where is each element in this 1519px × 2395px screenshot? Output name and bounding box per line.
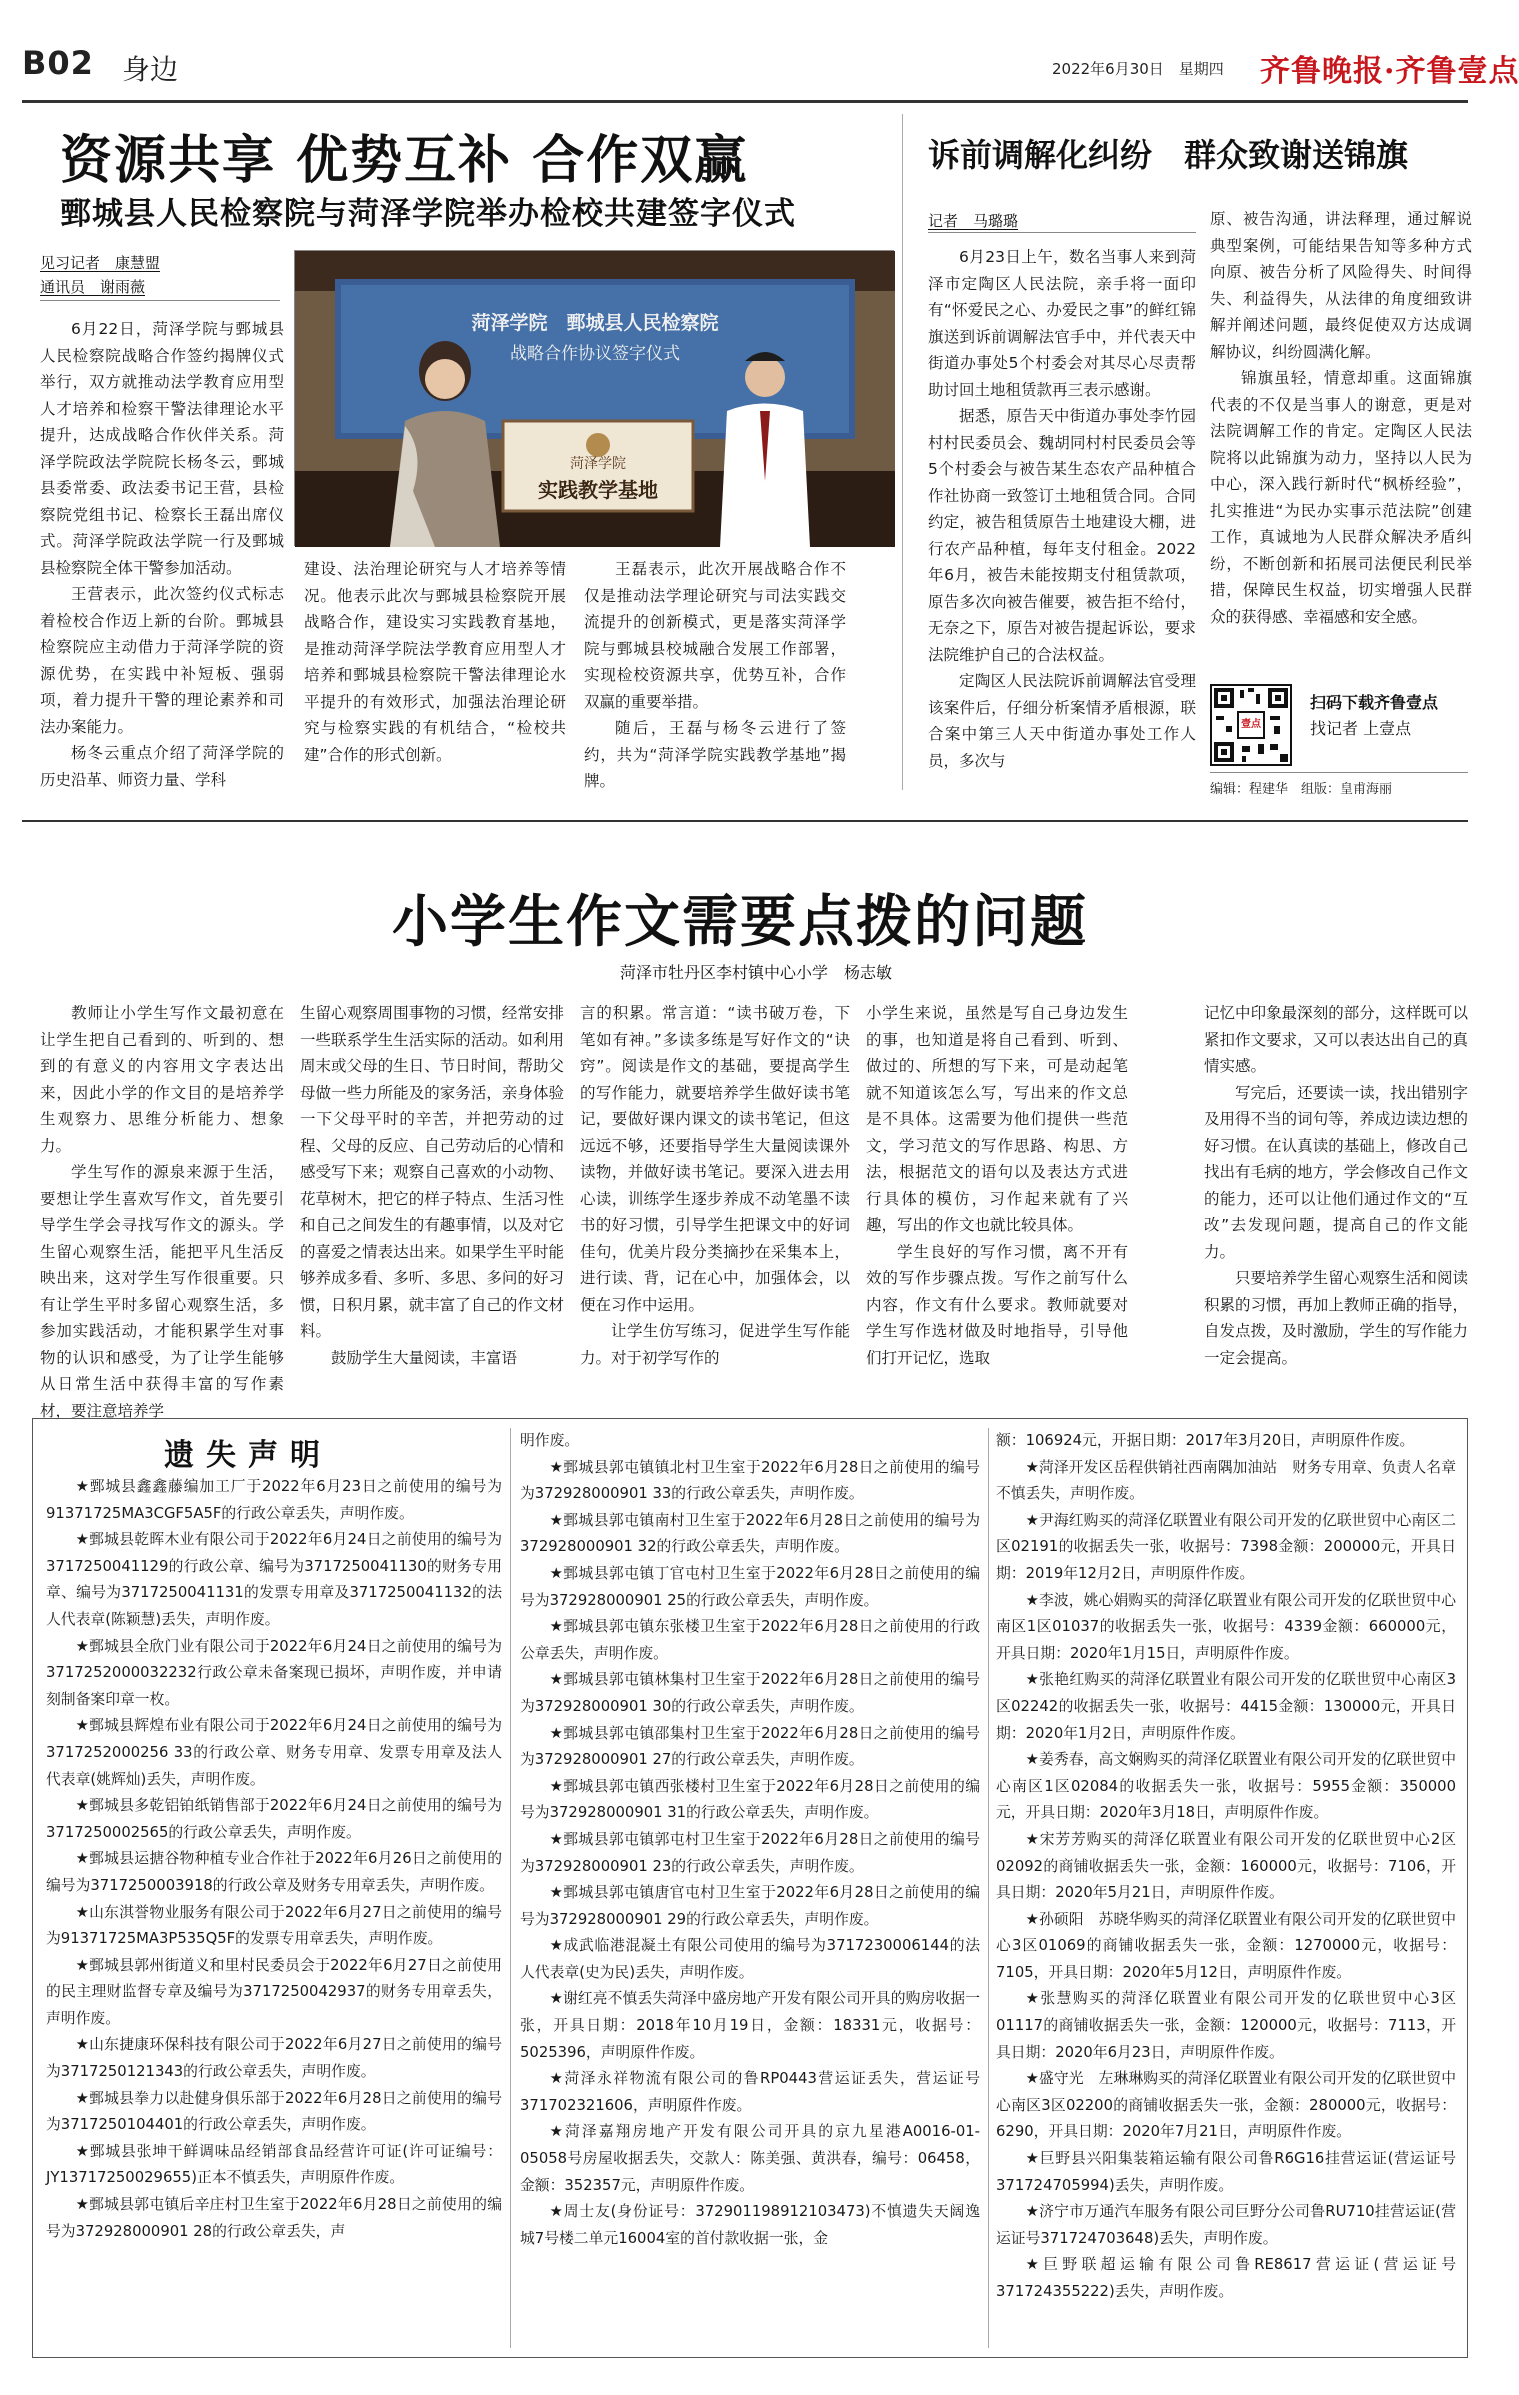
svg-text:菏泽学院: 菏泽学院: [570, 456, 626, 472]
paragraph: 6月23日上午，数名当事人来到菏泽市定陶区人民法院，亲手将一面印有“怀爱民之心、办爱民之事”的鲜红锦旗送到诉前调解法官手中，并代表天中街道办事处5个村委会对其尽心尽责帮助讨回土地租赁款再三表示感谢。: [928, 248, 1196, 399]
article3-column-4: [866, 1000, 1128, 1390]
notice-item: ★鄄城县辉煌布业有限公司于2022年6月24日之前使用的编号为3717252000256 33的行政公章、财务专用章、发票专用章及法人代表章(姚辉灿)丢失，声明作废。: [46, 1717, 502, 1788]
qr-badge: 壹点: [1241, 719, 1261, 730]
notices-column-3: [996, 1428, 1456, 2350]
article1-byline-correspondent: 通讯员 谢雨薇: [40, 278, 146, 296]
notice-item: ★菏泽开发区岳程供销社西南隅加油站 财务专用章、负责人名章不慎丢失，声明作废。: [996, 1458, 1456, 1503]
notice-item: ★鄄城县郭屯镇镇北村卫生室于2022年6月28日之前使用的编号为372928000901 33的行政公章丢失，声明作废。: [520, 1458, 980, 1503]
article1-column-3: [584, 556, 846, 790]
article2-title: 诉前调解化纠纷 群众致谢送锦旗: [928, 136, 1409, 174]
paragraph: 写完后，还要读一读，找出错别字及用得不当的词句等，养成边读边想的好习惯。在认真读的基础上，修改自己找出有毛病的地方，学会修改自己作文的能力，还可以让他们通过作文的“互改”去发现问题，提高自己的作文能力。: [1204, 1083, 1468, 1261]
paragraph: 小学生来说，虽然是写自己身边发生的事，也知道是将自己看到、听到、做过的、所想的写下来，可是动起笔就不知道该怎么写，写出来的作文总是不具体。这需要为他们提供一些范文，学习范文的写作思路、构思、方法，根据范文的语句以及表达方式进行具体的模仿，习作起来就有了兴趣，写出的作文也就比较具体。: [866, 1004, 1128, 1234]
column-divider: [902, 114, 903, 790]
newspaper-logo: 齐鲁晚报·齐鲁壹点: [1260, 54, 1519, 89]
notice-item: ★张慧购买的菏泽亿联置业有限公司开发的亿联世贸中心3区01117的商铺收据丢失一张，金额：120000元，收据号：7113，开具日期：2020年6月23日，声明原件作废。: [996, 1990, 1456, 2061]
notice-item: ★鄄城县鑫鑫藤编加工厂于2022年6月23日之前使用的编号为91371725MA3CGF5A5F的行政公章丢失，声明作废。: [46, 1478, 502, 1522]
notice-item: ★盛守光 左琳琳购买的菏泽亿联置业有限公司开发的亿联世贸中心南区3区02200的商铺收据丢失一张，金额：280000元，收据号：6290，开具日期：2020年7月21日，声明原件作废。: [996, 2070, 1456, 2141]
notice-item: ★李波，姚心娟购买的菏泽亿联置业有限公司开发的亿联世贸中心南区1区01037的收据丢失一张，收据号：4339金额：660000元，开具日期：2020年1月15日，声明原件作废。: [996, 1591, 1456, 1662]
editor-rule: [1210, 772, 1468, 773]
plaque-text: 实践教学基地: [538, 478, 658, 502]
signing-ceremony-photo: [294, 250, 894, 546]
notice-item: ★尹海红购买的菏泽亿联置业有限公司开发的亿联世贸中心南区二区02191的收据丢失一张，收据号：7398金额：200000元，开具日期：2019年12月2日，声明原件作废。: [996, 1511, 1456, 1582]
paragraph: 鼓励学生大量阅读，丰富语: [331, 1348, 518, 1367]
article3-column-3: [580, 1000, 850, 1390]
byline-rule: [928, 232, 1196, 233]
notice-item: ★鄄城县拳力以赴健身俱乐部于2022年6月28日之前使用的编号为3717250104401的行政公章丢失，声明作废。: [46, 2089, 502, 2134]
article1-column-1: [40, 316, 284, 789]
paragraph: 王营表示，此次签约仪式标志着检校合作迈上新的台阶。鄄城县检察院应主动借力于菏泽学院的资源优势，在实践中补短板、强弱项，着力提升干警的理论素养和司法办案能力。: [40, 585, 284, 736]
notice-item: 额：106924元，开据日期：2017年3月20日，声明原件作废。: [996, 1432, 1415, 1449]
notice-item: ★孙硕阳 苏晓华购买的菏泽亿联置业有限公司开发的亿联世贸中心3区01069的商铺收据丢失一张，金额：1270000元，收据号：7105，开具日期：2020年5月12日，声明原件作废。: [996, 1910, 1456, 1981]
paragraph: 据悉，原告天中街道办事处李竹园村村民委员会、魏胡同村村民委员会等5个村委会与被告某生态农产品种植合作社协商一致签订土地租赁合同。合同约定，被告租赁原告土地建设大棚，进行农产品种植，每年支付租金。2022年6月，被告未能按期支付租赁款项，原告多次向被告催要，被告拒不给付，无奈之下，原告对被告提起诉讼，要求法院维护自己的合法权益。: [928, 407, 1196, 664]
paragraph: 只要培养学生留心观察生活和阅读积累的习惯，再加上教师正确的指导，自发点拨，及时激励，学生的写作能力一定会提高。: [1204, 1269, 1468, 1367]
section-rule: [22, 820, 1468, 822]
notice-item: ★菏泽嘉翔房地产开发有限公司开具的京九星港A0016-01-05058号房屋收据丢失，交款人：陈美强、黄洪春，编号：06458，金额：352357元，声明原件作废。: [520, 2123, 980, 2194]
notice-item: ★鄄城县郭屯镇林集村卫生室于2022年6月28日之前使用的编号为372928000901 30的行政公章丢失，声明作废。: [520, 1671, 980, 1715]
paragraph: 锦旗虽轻，情意却重。这面锦旗代表的不仅是当事人的谢意，更是对法院调解工作的肯定。定陶区人民法院将以此锦旗为动力，坚持以人民为中心，深入践行新时代“枫桥经验”，扎实推进“为民办实事示范法院”创建工作，真诚地为人民群众解决矛盾纠纷，不断创新和拓展司法便民利民举措，保障民生权益，切实增强人民群众的获得感、幸福感和安全感。: [1210, 369, 1472, 626]
notice-item: ★鄄城县运搪谷物种植专业合作社于2022年6月26日之前使用的编号为3717250003918的行政公章及财务专用章丢失，声明作废。: [46, 1850, 502, 1894]
svg-text:战略合作协议签字仪式: 战略合作协议签字仪式: [510, 344, 680, 364]
article1-column-2: [304, 556, 566, 770]
notice-item: ★姜秀春，高文娴购买的菏泽亿联置业有限公司开发的亿联世贸中心南区1区02084的收据丢失一张，收据号：5955金额：350000元，开具日期：2020年3月18日，声明原件作废。: [996, 1751, 1456, 1822]
photo-banner-text: 菏泽学院 鄄城县人民检察院: [471, 312, 719, 334]
notice-item: ★谢红亮不慎丢失菏泽中盛房地产开发有限公司开具的购房收据一张，开具日期：2018年10月19日，金额：18331元，收据号：5025396，声明原件作废。: [520, 1990, 980, 2061]
issue-date: 2022年6月30日 星期四: [1052, 60, 1224, 78]
paragraph: 定陶区人民法院诉前调解法官受理该案件后，仔细分析案情矛盾根源，联合案中第三人天中街道办事处工作人员，多次与: [928, 672, 1196, 770]
notices-divider: [510, 1428, 511, 2348]
notice-item: ★鄄城县郭屯镇丁官屯村卫生室于2022年6月28日之前使用的编号为372928000901 25的行政公章丢失，声明作废。: [520, 1564, 980, 1609]
page-code: B02: [22, 44, 94, 82]
paragraph: 原、被告沟通，讲法释理，通过解说典型案例，可能结果告知等多种方式向原、被告分析了风险得失、时间得失、利益得失，从法律的角度细致讲解并阐述问题，最终促使双方达成调解协议，纠纷圆满化解。: [1210, 210, 1472, 361]
notice-item: ★鄄城县乾晖木业有限公司于2022年6月24日之前使用的编号为3717250041129的行政公章、编号为3717250041130的财务专用章、编号为3717250041131的发票专用章及3717250041132的法人代表章(陈颖慧)丢失，声明作废。: [46, 1531, 502, 1628]
article1-title: 资源共享 优势互补 合作双赢: [60, 130, 749, 191]
notices-divider: [988, 1428, 989, 2348]
notices-column-2: [520, 1428, 980, 2350]
notice-item: ★鄄城县郭屯镇南村卫生室于2022年6月28日之前使用的编号为372928000901 32的行政公章丢失，声明作废。: [520, 1511, 980, 1556]
paragraph: 学生写作的源泉来源于生活，要想让学生喜欢写作文，首先要引导学生学会寻找写作文的源头。学生留心观察生活，能把平凡生活反映出来，这对学生写作很重要。只有让学生平时多留心观察生活，多参加实践活动，才能积累学生对事物的认识和感受，为了让学生能够从日常生活中获得丰富的写作素材，要注意培养学: [40, 1163, 284, 1420]
notice-item: 明作废。: [520, 1432, 580, 1449]
notice-item: ★鄄城县郭屯镇东张楼卫生室于2022年6月28日之前使用的行政公章丢失，声明作废。: [520, 1618, 980, 1662]
notice-item: ★宋芳芳购买的菏泽亿联置业有限公司开发的亿联世贸中心2区02092的商铺收据丢失一张，金额：160000元，收据号：7106，开具日期：2020年5月21日，声明原件作废。: [996, 1830, 1456, 1902]
paragraph: 杨冬云重点介绍了菏泽学院的历史沿革、师资力量、学科: [40, 744, 284, 789]
page-header: [22, 44, 1519, 98]
notice-item: ★山东淇誉物业服务有限公司于2022年6月27日之前使用的编号为91371725MA3P535Q5F的发票专用章丢失，声明作废。: [46, 1903, 502, 1948]
notice-item: ★鄄城县郭屯镇邵集村卫生室于2022年6月28日之前使用的编号为372928000901 27的行政公章丢失，声明作废。: [520, 1724, 980, 1769]
notice-item: ★鄄城县多乾铝铂纸销售部于2022年6月24日之前使用的编号为3717250002565的行政公章丢失，声明作废。: [46, 1797, 502, 1841]
article3-column-5: [1204, 1000, 1468, 1390]
notice-item: ★巨野联超运输有限公司鲁RE8617营运证(营运证号371724355222)丢失，声明作废。: [996, 2256, 1456, 2300]
paragraph: 6月22日，菏泽学院与鄄城县人民检察院战略合作签约揭牌仪式举行，双方就推动法学教育应用型人才培养和检察干警法律理论水平提升，达成战略合作伙伴关系。菏泽学院政法学院院长杨冬云，鄄城县委常委、政法委书记王营，县检察院党组书记、检察长王磊出席仪式。菏泽学院政法学院一行及鄄城县检察院全体干警参加活动。: [40, 320, 284, 577]
notice-item: ★周士友(身份证号：372901198912103473)不慎遗失天阔逸城7号楼二单元16004室的首付款收据一张，金: [520, 2203, 980, 2247]
article2-column-2: [1210, 206, 1472, 668]
notice-item: ★鄄城县郭屯镇唐官屯村卫生室于2022年6月28日之前使用的编号为372928000901 29的行政公章丢失，声明作废。: [520, 1884, 980, 1928]
notices-column-1: [46, 1474, 502, 2350]
paragraph: 王磊表示，此次开展战略合作不仅是推动法学理论研究与司法实践交流提升的创新模式，更是落实菏泽学院与鄄城县校城融合发展工作部署，实现检校资源共享，优势互补，合作双赢的重要举措。: [584, 560, 846, 711]
paragraph: 让学生仿写练习，促进学生写作能力。对于初学写作的: [580, 1322, 850, 1367]
notice-item: ★济宁市万通汽车服务有限公司巨野分公司鲁RU710挂营运证(营运证号371724703648)丢失，声明作废。: [996, 2203, 1456, 2247]
notice-item: ★鄄城县全欣门业有限公司于2022年6月24日之前使用的编号为3717252000032232行政公章未备案现已损坏，声明作废，并申请刻制备案印章一枚。: [46, 1637, 502, 1708]
notice-item: ★巨野县兴阳集装箱运输有限公司鲁R6G16挂营运证(营运证号371724705994)丢失，声明作废。: [996, 2150, 1456, 2194]
editor-credit: 编辑：程建华 组版：皇甫海丽: [1210, 782, 1393, 797]
article1-byline-reporter: 见习记者 康慧盟: [40, 254, 161, 272]
section-name: 身边: [122, 53, 179, 86]
lost-notices-title: 遗失声明: [164, 1438, 332, 1473]
article2-byline: 记者 马璐璐: [928, 212, 1019, 230]
article3-author: 菏泽市牡丹区李村镇中心小学 杨志敏: [620, 963, 893, 982]
qr-caption-1: 扫码下载齐鲁壹点: [1310, 693, 1439, 712]
article1-subtitle: 鄄城县人民检察院与菏泽学院举办检校共建签字仪式: [60, 196, 796, 232]
notice-item: ★鄄城县郭屯镇后辛庄村卫生室于2022年6月28日之前使用的编号为372928000901 28的行政公章丢失，声: [46, 2196, 502, 2240]
paragraph: 建设、法治理论研究与人才培养等情况。他表示此次与鄄城县检察院开展战略合作，建设实习实践教育基地，是推动菏泽学院法学教育应用型人才培养和鄄城县检察院干警法律理论水平提升的有效形式，加强法治理论研究与检察实践的有机结合，“检校共建”合作的形式创新。: [304, 560, 566, 764]
photo-illustration: [295, 251, 895, 547]
notice-item: ★鄄城县郭屯镇西张楼村卫生室于2022年6月28日之前使用的编号为372928000901 31的行政公章丢失，声明作废。: [520, 1777, 980, 1822]
paragraph: 随后，王磊与杨冬云进行了签约，共为“菏泽学院实践教学基地”揭牌。: [584, 719, 846, 790]
qr-caption-2: 找记者 上壹点: [1310, 719, 1412, 738]
qr-code[interactable]: [1210, 684, 1292, 766]
notice-item: ★张艳红购买的菏泽亿联置业有限公司开发的亿联世贸中心南区3区02242的收据丢失一张，收据号：4415金额：130000元，开具日期：2020年1月2日，声明原件作废。: [996, 1671, 1456, 1742]
paragraph: 教师让小学生写作文最初意在让学生把自己看到的、听到的、想到的有意义的内容用文字表达出来，因此小学的作文目的是培养学生观察力、思维分析能力、想象力。: [40, 1004, 284, 1155]
byline-rule: [40, 300, 280, 301]
paragraph: 言的积累。常言道：“读书破万卷，下笔如有神。”多读多练是写好作文的“诀窍”。阅读是作文的基础，要提高学生的写作能力，就要培养学生做好读书笔记，要做好课内课文的读书笔记，但这远远不够，还要指导学生大量阅读课外读物，并做好读书笔记。要深入进去用心读，训练学生逐步养成不动笔墨不读书的好习惯，引导学生把课文中的好词佳句，优美片段分类摘抄在采集本上，进行读、背，记在心中，加强体会，以便在习作中运用。: [580, 1004, 850, 1314]
paragraph: 记忆中印象最深刻的部分，这样既可以紧扣作文要求，又可以表达出自己的真情实感。: [1204, 1004, 1468, 1075]
notice-item: ★成武临港混凝土有限公司使用的编号为3717230006144的法人代表章(史为民)丢失，声明作废。: [520, 1937, 980, 1981]
notice-item: ★鄄城县郭屯镇郭屯村卫生室于2022年6月28日之前使用的编号为372928000901 23的行政公章丢失，声明作废。: [520, 1830, 980, 1875]
article3-column-1: [40, 1000, 284, 1420]
notice-item: ★菏泽永祥物流有限公司的鲁RP0443营运证丢失，营运证号371702321606，声明原件作废。: [520, 2070, 980, 2114]
notice-item: ★鄄城县郭州街道义和里村民委员会于2022年6月27日之前使用的民主理财监督专章及编号为3717250042937的财务专用章丢失，声明作废。: [46, 1956, 502, 2027]
article2-column-1: [928, 244, 1196, 790]
header-rule: [22, 100, 1468, 103]
paragraph: 学生良好的写作习惯，离不开有效的写作步骤点拨。写作之前写什么内容，作文有什么要求。教师就要对学生写作选材做及时地指导，引导他们打开记忆，选取: [866, 1242, 1128, 1367]
notice-item: ★鄄城县张坤干鲜调味品经销部食品经营许可证(许可证编号：JY13717250029655)正本不慎丢失，声明原件作废。: [46, 2142, 502, 2187]
notice-item: ★山东捷康环保科技有限公司于2022年6月27日之前使用的编号为3717250121343的行政公章丢失，声明作废。: [46, 2036, 502, 2081]
article3-column-2: [300, 1000, 564, 1390]
article3-title: 小学生作文需要点拨的问题: [392, 889, 1088, 955]
paragraph: 生留心观察周围事物的习惯，经常安排一些联系学生生活实际的活动。如利用周末或父母的生日、节日时间，帮助父母做一些力所能及的家务活，亲身体验一下父母平时的辛苦，并把劳动的过程、父母的反应、自己劳动后的心情和感受写下来；观察自己喜欢的小动物、花草树木，把它的样子特点、生活习性和自己之间发生的有趣事情，以及对它的喜爱之情表达出来。如果学生平时能够养成多看、多听、多思、多问的好习惯，日积月累，就丰富了自己的作文材料。: [300, 1004, 564, 1340]
